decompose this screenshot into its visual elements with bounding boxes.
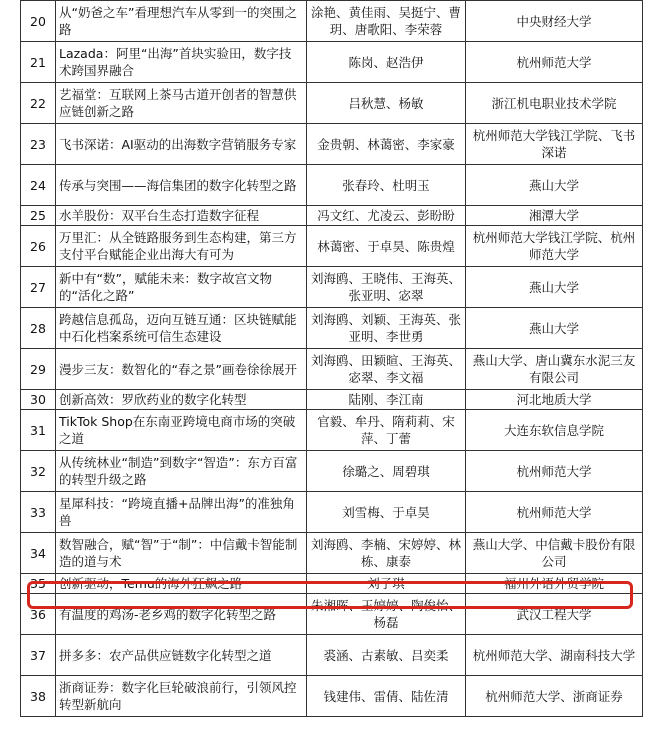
authors: 刘海鸥、王晓伟、王海英、张亚明、宓翠 bbox=[307, 267, 466, 308]
authors: 金贵朝、林蔼密、李家豪 bbox=[307, 124, 466, 165]
case-title: 从传统林业“制造”到数字“智造”：东方百富的转型升级之路 bbox=[56, 451, 307, 492]
institution: 大连东软信息学院 bbox=[466, 410, 643, 451]
authors: 刘子琪 bbox=[307, 574, 466, 594]
institution: 燕山大学 bbox=[466, 165, 643, 206]
row-number: 27 bbox=[21, 267, 56, 308]
row-number: 25 bbox=[21, 206, 56, 226]
case-title: 拼多多：农产品供应链数字化转型之道 bbox=[56, 635, 307, 676]
case-title: 跨越信息孤岛，迈向互链互通：区块链赋能中石化档案系统可信生态建设 bbox=[56, 308, 307, 349]
row-number: 37 bbox=[21, 635, 56, 676]
authors: 官毅、牟丹、隋莉莉、宋萍、丁蕾 bbox=[307, 410, 466, 451]
case-title: 传承与突围——海信集团的数字化转型之路 bbox=[56, 165, 307, 206]
row-number: 20 bbox=[21, 1, 56, 42]
authors: 涂艳、黄佳雨、吴挺宁、曹玥、唐歌阳、李荣蓉 bbox=[307, 1, 466, 42]
row-number: 34 bbox=[21, 533, 56, 574]
row-number: 33 bbox=[21, 492, 56, 533]
authors: 徐璐之、周碧琪 bbox=[307, 451, 466, 492]
row-number: 24 bbox=[21, 165, 56, 206]
row-number: 35 bbox=[21, 574, 56, 594]
authors: 朱湘晖、王婷婷、陶俊怡、杨磊 bbox=[307, 594, 466, 635]
row-number: 38 bbox=[21, 676, 56, 717]
institution: 杭州师范大学 bbox=[466, 42, 643, 83]
authors: 刘雪梅、于卓昊 bbox=[307, 492, 466, 533]
authors: 陆刚、李江南 bbox=[307, 390, 466, 410]
case-title: 飞书深诺：AI驱动的出海数字营销服务专家 bbox=[56, 124, 307, 165]
table-row bbox=[21, 349, 643, 390]
authors: 刘海鸥、李楠、宋婷婷、林栋、康泰 bbox=[307, 533, 466, 574]
authors: 刘海鸥、田颖暄、王海英、宓翠、李文福 bbox=[307, 349, 466, 390]
case-title: 万里汇：从全链路服务到生态构建，第三方支付平台赋能企业出海大有可为 bbox=[56, 226, 307, 267]
case-title: Lazada：阿里“出海”首块实验田，数字技术跨国界融合 bbox=[56, 42, 307, 83]
table-row bbox=[21, 451, 643, 492]
row-number: 22 bbox=[21, 83, 56, 124]
row-number: 29 bbox=[21, 349, 56, 390]
case-title: 星犀科技：“跨境直播+品牌出海”的准独角兽 bbox=[56, 492, 307, 533]
case-title: 漫步三友：数智化的“春之景”画卷徐徐展开 bbox=[56, 349, 307, 390]
row-number: 23 bbox=[21, 124, 56, 165]
institution: 杭州师范大学、浙商证券 bbox=[466, 676, 643, 717]
case-title: 创新高效：罗欣药业的数字化转型 bbox=[56, 390, 307, 410]
institution: 燕山大学、中信戴卡股份有限公司 bbox=[466, 533, 643, 574]
institution: 燕山大学 bbox=[466, 308, 643, 349]
table-row bbox=[21, 42, 643, 83]
authors: 冯文红、尤凌云、彭盼盼 bbox=[307, 206, 466, 226]
institution: 河北地质大学 bbox=[466, 390, 643, 410]
case-title: 从“奶爸之车”看理想汽车从零到一的突围之路 bbox=[56, 1, 307, 42]
authors: 钱建伟、雷倩、陆佐清 bbox=[307, 676, 466, 717]
institution: 杭州师范大学钱江学院、飞书深诺 bbox=[466, 124, 643, 165]
table-row bbox=[21, 390, 643, 410]
table-row bbox=[21, 676, 643, 717]
institution: 武汉工程大学 bbox=[466, 594, 643, 635]
institution: 燕山大学 bbox=[466, 267, 643, 308]
case-title: 创新驱动，Temu的海外狂飙之路 bbox=[56, 574, 307, 594]
table-row bbox=[21, 1, 643, 42]
row-number: 32 bbox=[21, 451, 56, 492]
case-title: TikTok Shop在东南亚跨境电商市场的突破之道 bbox=[56, 410, 307, 451]
row-number: 36 bbox=[21, 594, 56, 635]
institution: 杭州师范大学钱江学院、杭州师范大学 bbox=[466, 226, 643, 267]
authors: 吕秋慧、杨敏 bbox=[307, 83, 466, 124]
institution: 湘潭大学 bbox=[466, 206, 643, 226]
table-row-highlighted bbox=[21, 574, 643, 594]
authors: 张春玲、杜明玉 bbox=[307, 165, 466, 206]
institution: 燕山大学、唐山冀东水泥三友有限公司 bbox=[466, 349, 643, 390]
row-number: 28 bbox=[21, 308, 56, 349]
table-row bbox=[21, 206, 643, 226]
table-row bbox=[21, 410, 643, 451]
table-row bbox=[21, 594, 643, 635]
institution: 福州外语外贸学院 bbox=[466, 574, 643, 594]
case-title: 新中有“数”，赋能未来：数字故宫文物的“活化之路” bbox=[56, 267, 307, 308]
award-table bbox=[20, 0, 643, 717]
institution: 杭州师范大学、湖南科技大学 bbox=[466, 635, 643, 676]
case-title: 数智融合，赋“智”于“制”：中信戴卡智能制造的道与术 bbox=[56, 533, 307, 574]
authors: 林蔼密、于卓昊、陈贵煌 bbox=[307, 226, 466, 267]
institution: 浙江机电职业技术学院 bbox=[466, 83, 643, 124]
case-title: 有温度的鸡汤-老乡鸡的数字化转型之路 bbox=[56, 594, 307, 635]
table-row bbox=[21, 165, 643, 206]
table-row bbox=[21, 533, 643, 574]
institution: 杭州师范大学 bbox=[466, 451, 643, 492]
row-number: 26 bbox=[21, 226, 56, 267]
institution: 杭州师范大学 bbox=[466, 492, 643, 533]
table-row bbox=[21, 267, 643, 308]
institution: 中央财经大学 bbox=[466, 1, 643, 42]
table-row bbox=[21, 226, 643, 267]
row-number: 30 bbox=[21, 390, 56, 410]
case-title: 艺福堂：互联网上茶马古道开创者的智慧供应链创新之路 bbox=[56, 83, 307, 124]
award-table-page bbox=[20, 0, 640, 717]
table-row bbox=[21, 83, 643, 124]
table-row bbox=[21, 124, 643, 165]
row-number: 21 bbox=[21, 42, 56, 83]
case-title: 浙商证券：数字化巨轮破浪前行，引领风控转型新航向 bbox=[56, 676, 307, 717]
table-row bbox=[21, 308, 643, 349]
table-row bbox=[21, 492, 643, 533]
authors: 刘海鸥、刘颖、王海英、张亚明、李世勇 bbox=[307, 308, 466, 349]
table-row bbox=[21, 635, 643, 676]
case-title: 水羊股份：双平台生态打造数字征程 bbox=[56, 206, 307, 226]
row-number: 31 bbox=[21, 410, 56, 451]
authors: 裘涵、古素敏、吕奕柔 bbox=[307, 635, 466, 676]
authors: 陈岗、赵浩伊 bbox=[307, 42, 466, 83]
